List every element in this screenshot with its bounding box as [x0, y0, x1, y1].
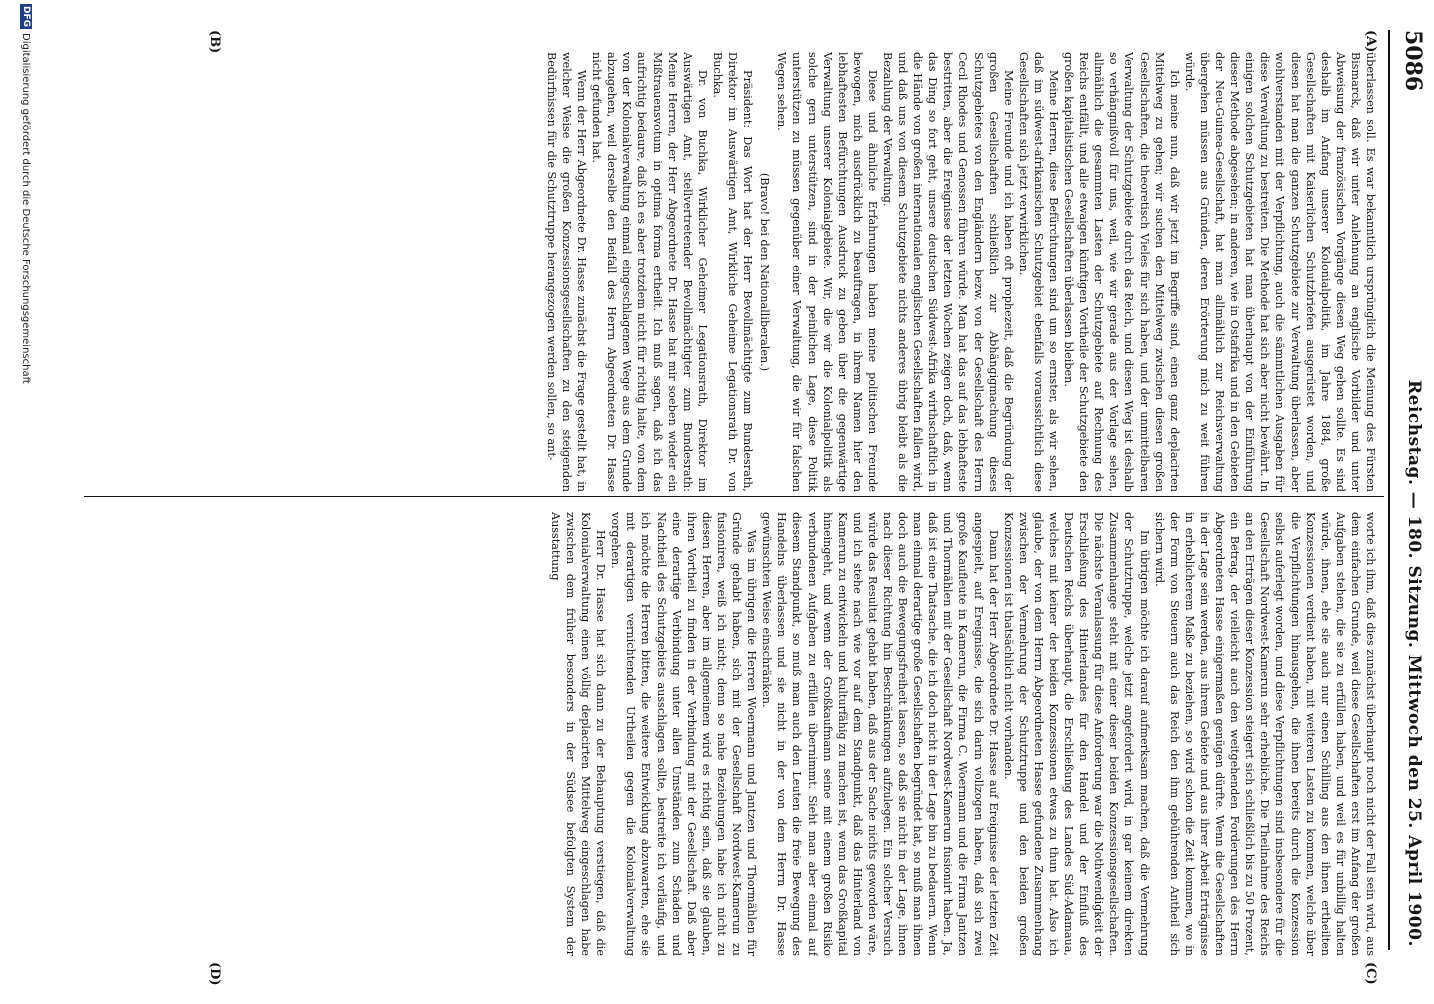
column-divider — [84, 496, 1384, 497]
speaker-paragraph: Präsident: Das Wort hat der Herr Bevollmächtigte zum Bundesrath, Direktor im Auswärtigen Amt, Wirkliche Geheime Legationsrath Dr. von Buchka. — [710, 52, 755, 492]
paragraph: Was im übrigen die Herren Woermann und Jantzen und Thormählen für Gründe gehabt haben, sich mit der Gesellschaft Nordwest-Kamerun zu fusioniren, weiß ich nicht; denn so nahe Beziehungen habe ich nicht zu diesen Herren, aber im allgemeinen wird es richtig sein, daß sie glauben, ihren Vortheil zu finden in der Verbindung mit der Gesellschaft. Daß aber eine derartige Verbindung unter allen Umständen zum Schaden und Nachtheil des Schutzgebiets ausschlagen sollte, bestreite ich vorläufig, und ich möchte die Herren bitten, die weitere Entwicklung abzuwarten, ehe sie mit derartigen vernichtenden Urtheilen gegen die Kolonialverwaltung vorgehen. — [609, 512, 759, 956]
margin-marker-d: (D) — [207, 962, 222, 986]
paragraph: Meine Freunde und ich haben oft prophezeit, daß die Begründung der großen Gesellschaften schließlich zur Abhängigmachung dieses Schutzgebietes von den Engländern bezw. von der Gesellschaft des Herrn Cecil Rhodes und Genossen führen würde. Man hat das auf das lebhafteste bestritten, aber die Ereignisse der letzten Wochen zeigen doch, daß, wenn das Ding so fort geht, unsere deutschen Südwest-Afrika wirthschaftlich in die Hände von großen internationalen englischen Gesellschaften fallen wird, und daß uns von diesem Schutzgebiete nichts anderes übrig bleibt als die Bezahlung der Verwaltung. — [881, 52, 1015, 492]
paragraph: Im übrigen möchte ich darauf aufmerksam machen, daß die Vermehrung der Schutztruppe, welche jetzt angefordert wird, in gar keinem direkten Zusammenhange steht mit einer dieser beiden Konzessionsgesellschaften. Die nächste Veranlassung für diese Anforderung war die Nothwendigkeit der Erschließung des Hinterlandes für den Handel und der Einfluß des Deutschen Reichs überhaupt, die Erschließung des Landes Süd-Adamaua, welches mit keiner der beiden Konzessionen etwas zu thun hat. Also ich glaube, der von dem Herrn Abgeordneten Hasse gefundene Zusammenhang zwischen der Vermehrung der Schutztruppe und den beiden großen Konzessionen ist thatsächlich nicht vorhanden. — [1001, 512, 1151, 956]
credit-text: Digitalisierung gefördert durch die Deutsche Forschungsgemeinschaft — [20, 33, 31, 384]
right-text-column — [98, 512, 1378, 956]
margin-marker-b: (B) — [207, 30, 222, 54]
paragraph: Herr Dr. Hasse hat sich dann zu der Behauptung verstiegen, daß die Kolonialverwaltung einen völlig deplacirten Mittelweg eingeschlagen habe zwischen dem früher besonders in der Südsee befolgten System der Ausstattung — [548, 512, 608, 956]
speaker-paragraph: Dr. von Buchka, Wirklicher Geheimer Legationsrath, Direktor im Auswärtigen Amt, stellvertretender Bevollmächtigter zum Bundesrath: Meine Herren, der Herr Abgeordnete Dr. Hasse hat mir soeben wieder ein Mißtrauensvotum in optima forma ertheilt. Ich muß sagen, daß ich das aufrichtig bedaure, daß ich es aber trotzdem nicht für richtig halte, von dem von der Kolonialverwaltung einmal eingeschlagenen Wege aus dem Grunde abzugehen, weil derselbe den Beifall des Herrn Abgeordneten Dr. Hasse nicht gefunden hat. — [590, 52, 709, 492]
digitization-credit — [20, 0, 32, 1004]
margin-marker-a: (A) — [1363, 30, 1378, 53]
left-text-column — [98, 52, 1378, 492]
dfg-logo-icon: DFG — [21, 6, 31, 28]
paragraph: überlassen soll. Es war bekanntlich ursprünglich die Meinung des Fürsten Bismarck, daß wir unter Anlehnung an englische Vorbilder und unter Abweisung der französischen Vorgänge diesen Weg gehen sollte. Es sind deshalb im Anfang unserer Kolonialpolitik, im Jahre 1884, große Gesellschaften mit Kaiserlichen Schutzbriefen ausgerüstet worden, und diesen hat man die ganzen Schutzgebiete zur Verwaltung überlassen, aber wohlverstanden mit der Verpflichtung, auch die sämmtlichen Ausgaben für diese Verwaltung zu bestreiten. Die Methode hat sich aber nicht bewährt. In einigen solchen Schutzgebieten hat man überhaupt von der Einführung dieser Methode abgesehen; in anderen, wie in Ostafrika und in den Gebieten der Neu-Guinea-Gesellschaft, hat man allmählich zur Reichsverwaltung übergehen müssen aus Gründen, deren Erörterung mich zu weit führen würde. — [1182, 52, 1377, 492]
margin-marker-c: (C) — [1363, 962, 1378, 985]
running-header: Reichstag. — 180. Sitzung. Mittwoch den 25. April 1900. — [1404, 380, 1424, 947]
paragraph: Wenn der Herr Abgeordnete Dr. Hasse zunächst die Frage gestellt hat, in welcher Weise die großen Konzessionsgesellschaften zu den steigenden Bedürfnissen für die Schutztruppe herangezogen werden sollen, so ant- — [544, 52, 589, 492]
paragraph: Meine Herren, diese Befürchtungen sind um so ernster, als wir sehen, daß im südwest-afrikanischen Schutzgebiet ebenfalls voraussichtlich diese Gesellschaften sich jetzt verwirklichen. — [1016, 52, 1061, 492]
paragraph: Ich meine nun, daß wir jetzt im Begriffe sind, einen ganz deplacirten Mittelweg zu gehen; wir suchen den Mittelweg zwischen diesen großen Gesellschaften, die theoretisch Vieles für sich haben, und der unmittelbaren Verwaltung der Schutzgebiete durch das Reich, und diesen Weg ist deshalb so verhängnißvoll für uns, weil, wie wir gerade aus der Vorlage sehen, allmählich die gesammten Lasten der Schutzgebiete auf Rechnung des Reichs entfällt, und alle etwaigen künftigen Vortheile der Schutzgebiete den großen kapitalistischen Gesellschaften überlassen bleiben. — [1062, 52, 1181, 492]
page-number: 5086 — [1400, 30, 1426, 92]
applause-note: (Bravo! bei den Nationalliberalen.) — [758, 172, 772, 372]
paragraph: Diese und ähnliche Erfahrungen haben meine politischen Freunde bewogen, mich ausdrücklich zu beauftragen, in ihrem Namen hier den lebhaftesten Befürchtungen Ausdruck zu geben über die gegenwärtige Verwaltung unserer Kolonialgebiete. Wir, die wir die Kolonialpolitik als solche gern unterstützen, sind in der peinlichen Lage, diese Politik unterstützen zu müssen gegenüber einer Verwaltung, die wir für falschen Wegen sehen. — [775, 52, 879, 492]
paragraph: worte ich ihm, daß dies zunächst überhaupt noch nicht der Fall sein wird, aus dem einfachen Grunde, weil diese Gesellschaften erst im Anfang der großen Aufgaben stehen, die sie zu erfüllen haben, und weil es für unbillig halten würde, ihnen, ehe sie auch nur einen Schilling aus den ihnen ertheilten Konzessionen verdient haben, mit weiteren Lasten zu kommen, welche über die Verpflichtungen hinausgehen, die ihnen bereits durch die Konzession selbst auferlegt worden, und diese Verpflichtungen sind insbesondere für die Gesellschaft Nordwest-Kamerun sehr erhebliche. Die Theilnahme des Reichs an den Erträgen dieser Konzession steigert sich schließlich bis zu 50 Prozent, ein Betrag, der vielleicht auch den weitgehenden Forderungen des Herrn Abgeordneten Hasse einigermaßen genügen dürfte. Wenn die Gesellschaften in der Lage sein werden, aus ihrem Gebiete und aus ihrer Arbeit Erträgnisse in erheblicherem Maße zu beziehen, so wird schon die Zeit kommen, wo in der Form von Steuern auch das Reich den ihm gebührenden Antheil sich sichern wird. — [1152, 512, 1377, 956]
paragraph: Dann hat der Herr Abgeordnete Dr. Hasse auf Ereignisse der letzten Zeit angespielt, auf Ereignisse, die sich darin vollzogen haben, daß sich zwei große Kaufleute in Kamerun, die Firma C. Woermann und die Firma Jantzen und Thormählen mit der Gesellschaft Nordwest-Kamerun fusionirt haben. Ja, daß ist eine Thatsache, die ich doch nicht in der Lage bin zu bedauern. Wenn man einmal derartige große Gesellschaften begründet hat, so muß man ihnen doch auch die Bewegungsfreiheit lassen, so daß sie nicht in der Lage, ihnen nach dieser Richtung hin Beschränkungen aufzulegen. Ein solcher Versuch würde das Resultat gehabt haben, daß aus der Sache nichts geworden wäre, und ich stehe nach wie vor auf dem Standpunkt, daß das Hinterland von Kamerun zu entwickeln und kulturfähig zu machen ist, wenn das Großkapital hineingeht, und wenn der Großkaufmann seine mit einem großen Risiko verbundenen Aufgaben zu erfüllen übernimmt. Sieht man aber einmal auf diesem Standpunkt, so muß man auch den Leuten die freie Bewegung des Handelns überlassen und sie nicht in der von dem Herrn Dr. Hasse gewünschten Weise einschränken. — [760, 512, 1000, 956]
header-rule — [1388, 30, 1390, 950]
